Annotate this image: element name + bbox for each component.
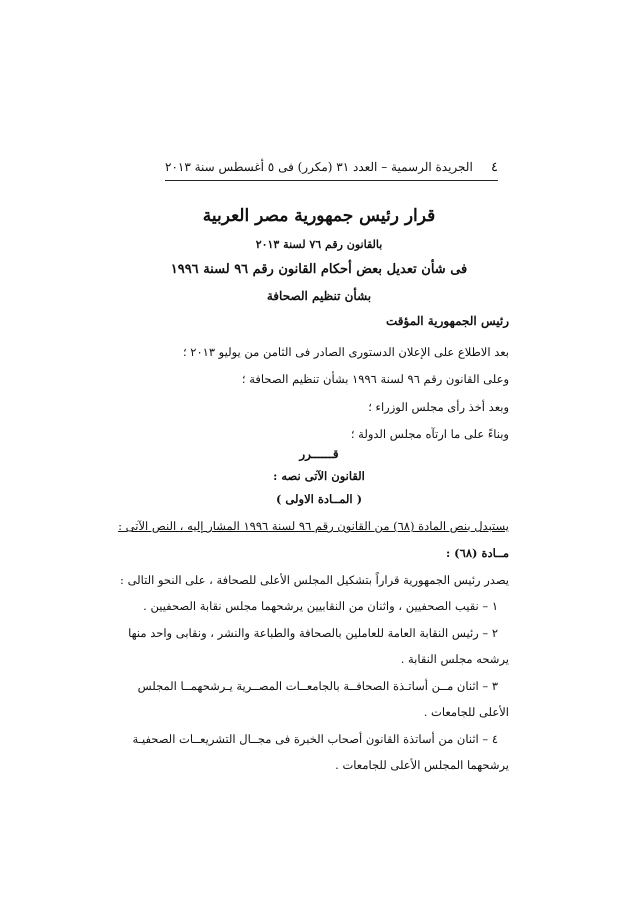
list-item-4-continued: يرشحهما المجلس الأعلى للجامعات . xyxy=(335,758,509,772)
article-heading: ( المــادة الاولى ) xyxy=(275,492,363,506)
preamble-line-3: وبعد أخذ رأى مجلس الوزراء ؛ xyxy=(368,400,509,414)
page-number: ٤ xyxy=(491,159,498,175)
decree-subject-line-2: بشأن تنظيم الصحافة xyxy=(266,289,372,303)
list-item-3-continued: الأعلى للجامعات . xyxy=(423,705,509,719)
decree-law-number: بالقانون رقم ٧٦ لسنة ٢٠١٣ xyxy=(255,238,383,251)
page-header xyxy=(165,154,498,181)
decree-subject-line-1: فى شأن تعديل بعض أحكام القانون رقم ٩٦ لسنة ١٩٩٦ xyxy=(170,262,468,277)
list-item-4: ٤ – اثنان من أساتذة القانون أصحاب الخبرة فى مجــال التشريعــات الصحفيـة xyxy=(132,732,498,746)
list-item-2-continued: يرشحه مجلس النقابة . xyxy=(400,652,509,666)
list-item-3: ٣ – اثنان مــن أساتـذة الصحافــة بالجامعــات المصــرية يـرشحهمــا المجلس xyxy=(137,679,498,693)
replacement-line: يستبدل بنص المادة (٦٨) من القانون رقم ٩٦ لسنة ١٩٩٦ المشار إليه ، النص الآتى : xyxy=(118,519,509,533)
decision-word: قــــــرر xyxy=(299,447,339,461)
list-item-1: ١ – نقيب الصحفيين ، واثنان من النقابيين يرشحهما مجلس نقابة الصحفيين . xyxy=(143,599,498,613)
decree-title: قرار رئيس جمهورية مصر العربية xyxy=(202,206,436,226)
list-item-2: ٢ – رئيس النقابة العامة للعاملين بالصحافة والطباعة والنشر ، ونقابى واحد منها xyxy=(128,626,498,640)
article-intro: يصدر رئيس الجمهورية قراراً بتشكيل المجلس الأعلى للصحافة ، على النحو التالى : xyxy=(120,573,509,587)
preamble-line-1: بعد الاطلاع على الإعلان الدستورى الصادر فى الثامن من يوليو ٢٠١٣ ؛ xyxy=(182,345,509,359)
preamble-line-4: وبناءً على ما ارتآه مجلس الدولة ؛ xyxy=(350,427,509,441)
running-title: الجريدة الرسمية – العدد ٣١ (مكرر) فى ٥ أغسطس سنة ٢٠١٣ xyxy=(165,160,473,174)
preamble-line-2: وعلى القانون رقم ٩٦ لسنة ١٩٩٦ بشأن تنظيم الصحافة ؛ xyxy=(241,372,509,386)
issuer-heading: رئيس الجمهورية المؤقت xyxy=(385,314,509,328)
law-text-heading: القانون الآتى نصه : xyxy=(273,469,365,483)
article-label: مــادة (٦٨) : xyxy=(445,546,509,560)
